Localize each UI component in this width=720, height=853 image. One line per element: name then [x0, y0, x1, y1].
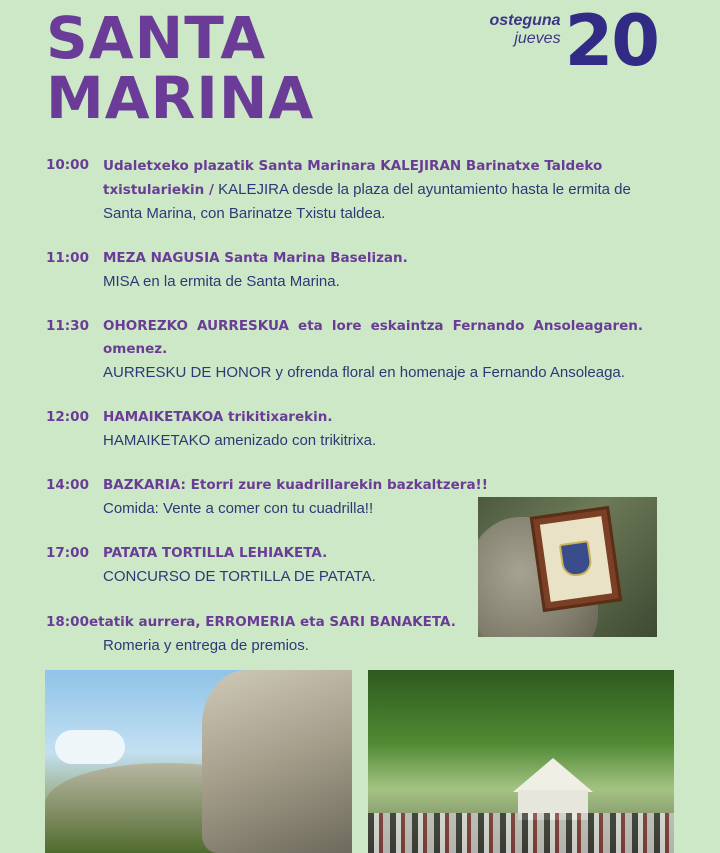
- day-name-es: jueves: [514, 30, 561, 47]
- entry-es: Romeria y entrega de premios.: [103, 637, 309, 654]
- crowd-shape: [368, 813, 674, 853]
- entry-eu: HAMAIKETAKOA trikitixarekin.: [103, 409, 333, 425]
- schedule-entry: [46, 406, 656, 452]
- tent-roof-shape: [513, 758, 593, 792]
- schedule-entry: [46, 315, 656, 384]
- entry-es: HAMAIKETAKO amenizado con trikitrixa.: [103, 432, 377, 449]
- entry-time: 18:00: [46, 614, 89, 630]
- cloud-shape: [55, 730, 125, 764]
- entry-time: 12:00: [46, 409, 89, 425]
- title-line-2: MARINA: [46, 64, 315, 132]
- day-number: 20: [564, 0, 658, 82]
- plaque-photo: [478, 497, 657, 637]
- hermitage-landscape-photo: [45, 670, 352, 853]
- entry-eu: BAZKARIA: Etorri zure kuadrillarekin bazkaltzera!!: [103, 477, 488, 493]
- cliff-shape: [202, 670, 352, 853]
- date-block: [489, 0, 658, 82]
- page-title: [46, 4, 315, 132]
- schedule-entry: [46, 154, 656, 225]
- commemorative-plaque: [530, 506, 623, 612]
- day-name-eu: osteguna: [489, 12, 561, 29]
- date-labels: [489, 12, 560, 48]
- entry-time: 10:00: [46, 157, 89, 173]
- entry-es: KALEJIRA desde la plaza del ayuntamiento hasta le ermita de Santa Marina, con Barinatze Txistu taldea.: [103, 181, 631, 222]
- entry-eu: MEZA NAGUSIA Santa Marina Baselizan.: [103, 250, 408, 266]
- entry-eu: Udaletxeko plazatik Santa Marinara KALEJIRAN Barinatxe Taldeko txistulariekin /: [103, 158, 603, 198]
- entry-eu: etatik aurrera, ERROMERIA eta SARI BANAKETA.: [88, 614, 456, 630]
- entry-time: 14:00: [46, 477, 89, 493]
- entry-eu: PATATA TORTILLA LEHIAKETA.: [103, 545, 328, 561]
- entry-eu: OHOREZKO AURRESKUA eta lore eskaintza Fernando Ansoleagaren. omenez.: [103, 318, 643, 357]
- entry-time: 11:00: [46, 250, 89, 266]
- entry-es: CONCURSO DE TORTILLA DE PATATA.: [103, 568, 376, 585]
- title-line-1: SANTA: [46, 4, 267, 72]
- entry-es: AURRESKU DE HONOR y ofrenda floral en homenaje a Fernando Ansoleaga.: [103, 364, 625, 381]
- festival-crowd-photo: [368, 670, 674, 853]
- entry-time: 11:30: [46, 318, 89, 334]
- entry-es: Comida: Vente a comer con tu cuadrilla!!: [103, 500, 374, 517]
- schedule-entry: [46, 247, 656, 293]
- coat-of-arms-icon: [559, 540, 593, 578]
- entry-es: MISA en la ermita de Santa Marina.: [103, 273, 340, 290]
- entry-time: 17:00: [46, 545, 89, 561]
